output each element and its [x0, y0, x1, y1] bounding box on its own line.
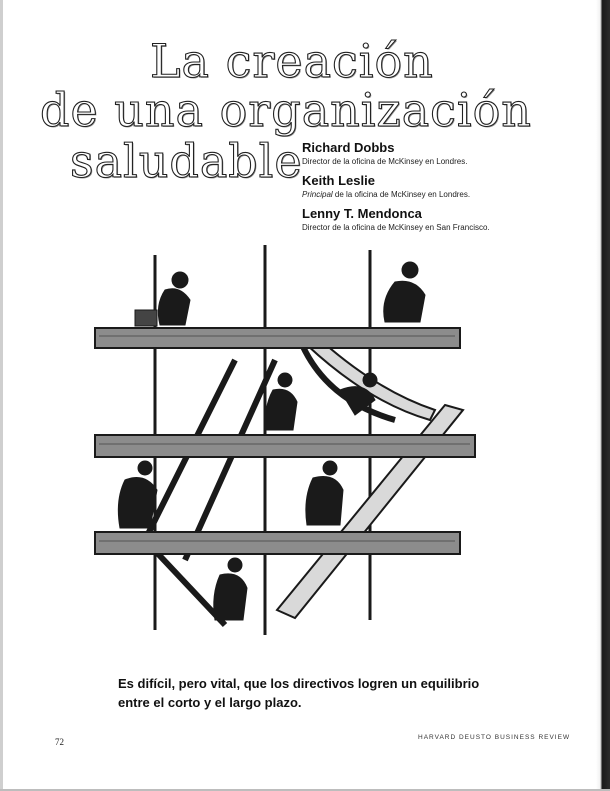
worker-figure	[266, 373, 297, 430]
worker-figure	[118, 461, 157, 528]
worker-figure	[384, 262, 425, 322]
author-name: Lenny T. Mendonca	[302, 206, 422, 221]
journal-name: HARVARD DEUSTO BUSINESS REVIEW	[418, 734, 571, 741]
title-line-1: La creación	[150, 34, 434, 88]
worker-figure	[214, 558, 247, 620]
author-role-text: Director de la oficina de McKinsey en Londres.	[302, 157, 468, 166]
page-number: 72	[55, 737, 64, 747]
worker-figure	[306, 461, 343, 525]
author-name: Richard Dobbs	[302, 140, 395, 155]
author-role-text: Director de la oficina de McKinsey en San Francisco.	[302, 223, 490, 232]
author-block	[302, 173, 470, 199]
scan-edge-right	[596, 0, 610, 791]
author-role	[302, 190, 470, 199]
author-role	[302, 157, 467, 166]
workers-on-scaffolding-icon	[85, 240, 505, 650]
title-line-3: saludable	[70, 134, 303, 188]
author-role-prefix: Principal	[302, 190, 333, 199]
title-line-2: de una organización	[40, 83, 532, 137]
author-block	[302, 206, 490, 232]
author-role-text: de la oficina de McKinsey en Londres.	[332, 190, 471, 199]
caption: Es difícil, pero vital, que los directivos logren un equilibrio entre el corto y el largo plazo.	[118, 676, 480, 710]
author-block	[302, 140, 467, 166]
worker-figure	[135, 272, 190, 326]
scan-edge-left	[0, 0, 3, 791]
author-role	[302, 223, 490, 232]
author-name: Keith Leslie	[302, 173, 375, 188]
